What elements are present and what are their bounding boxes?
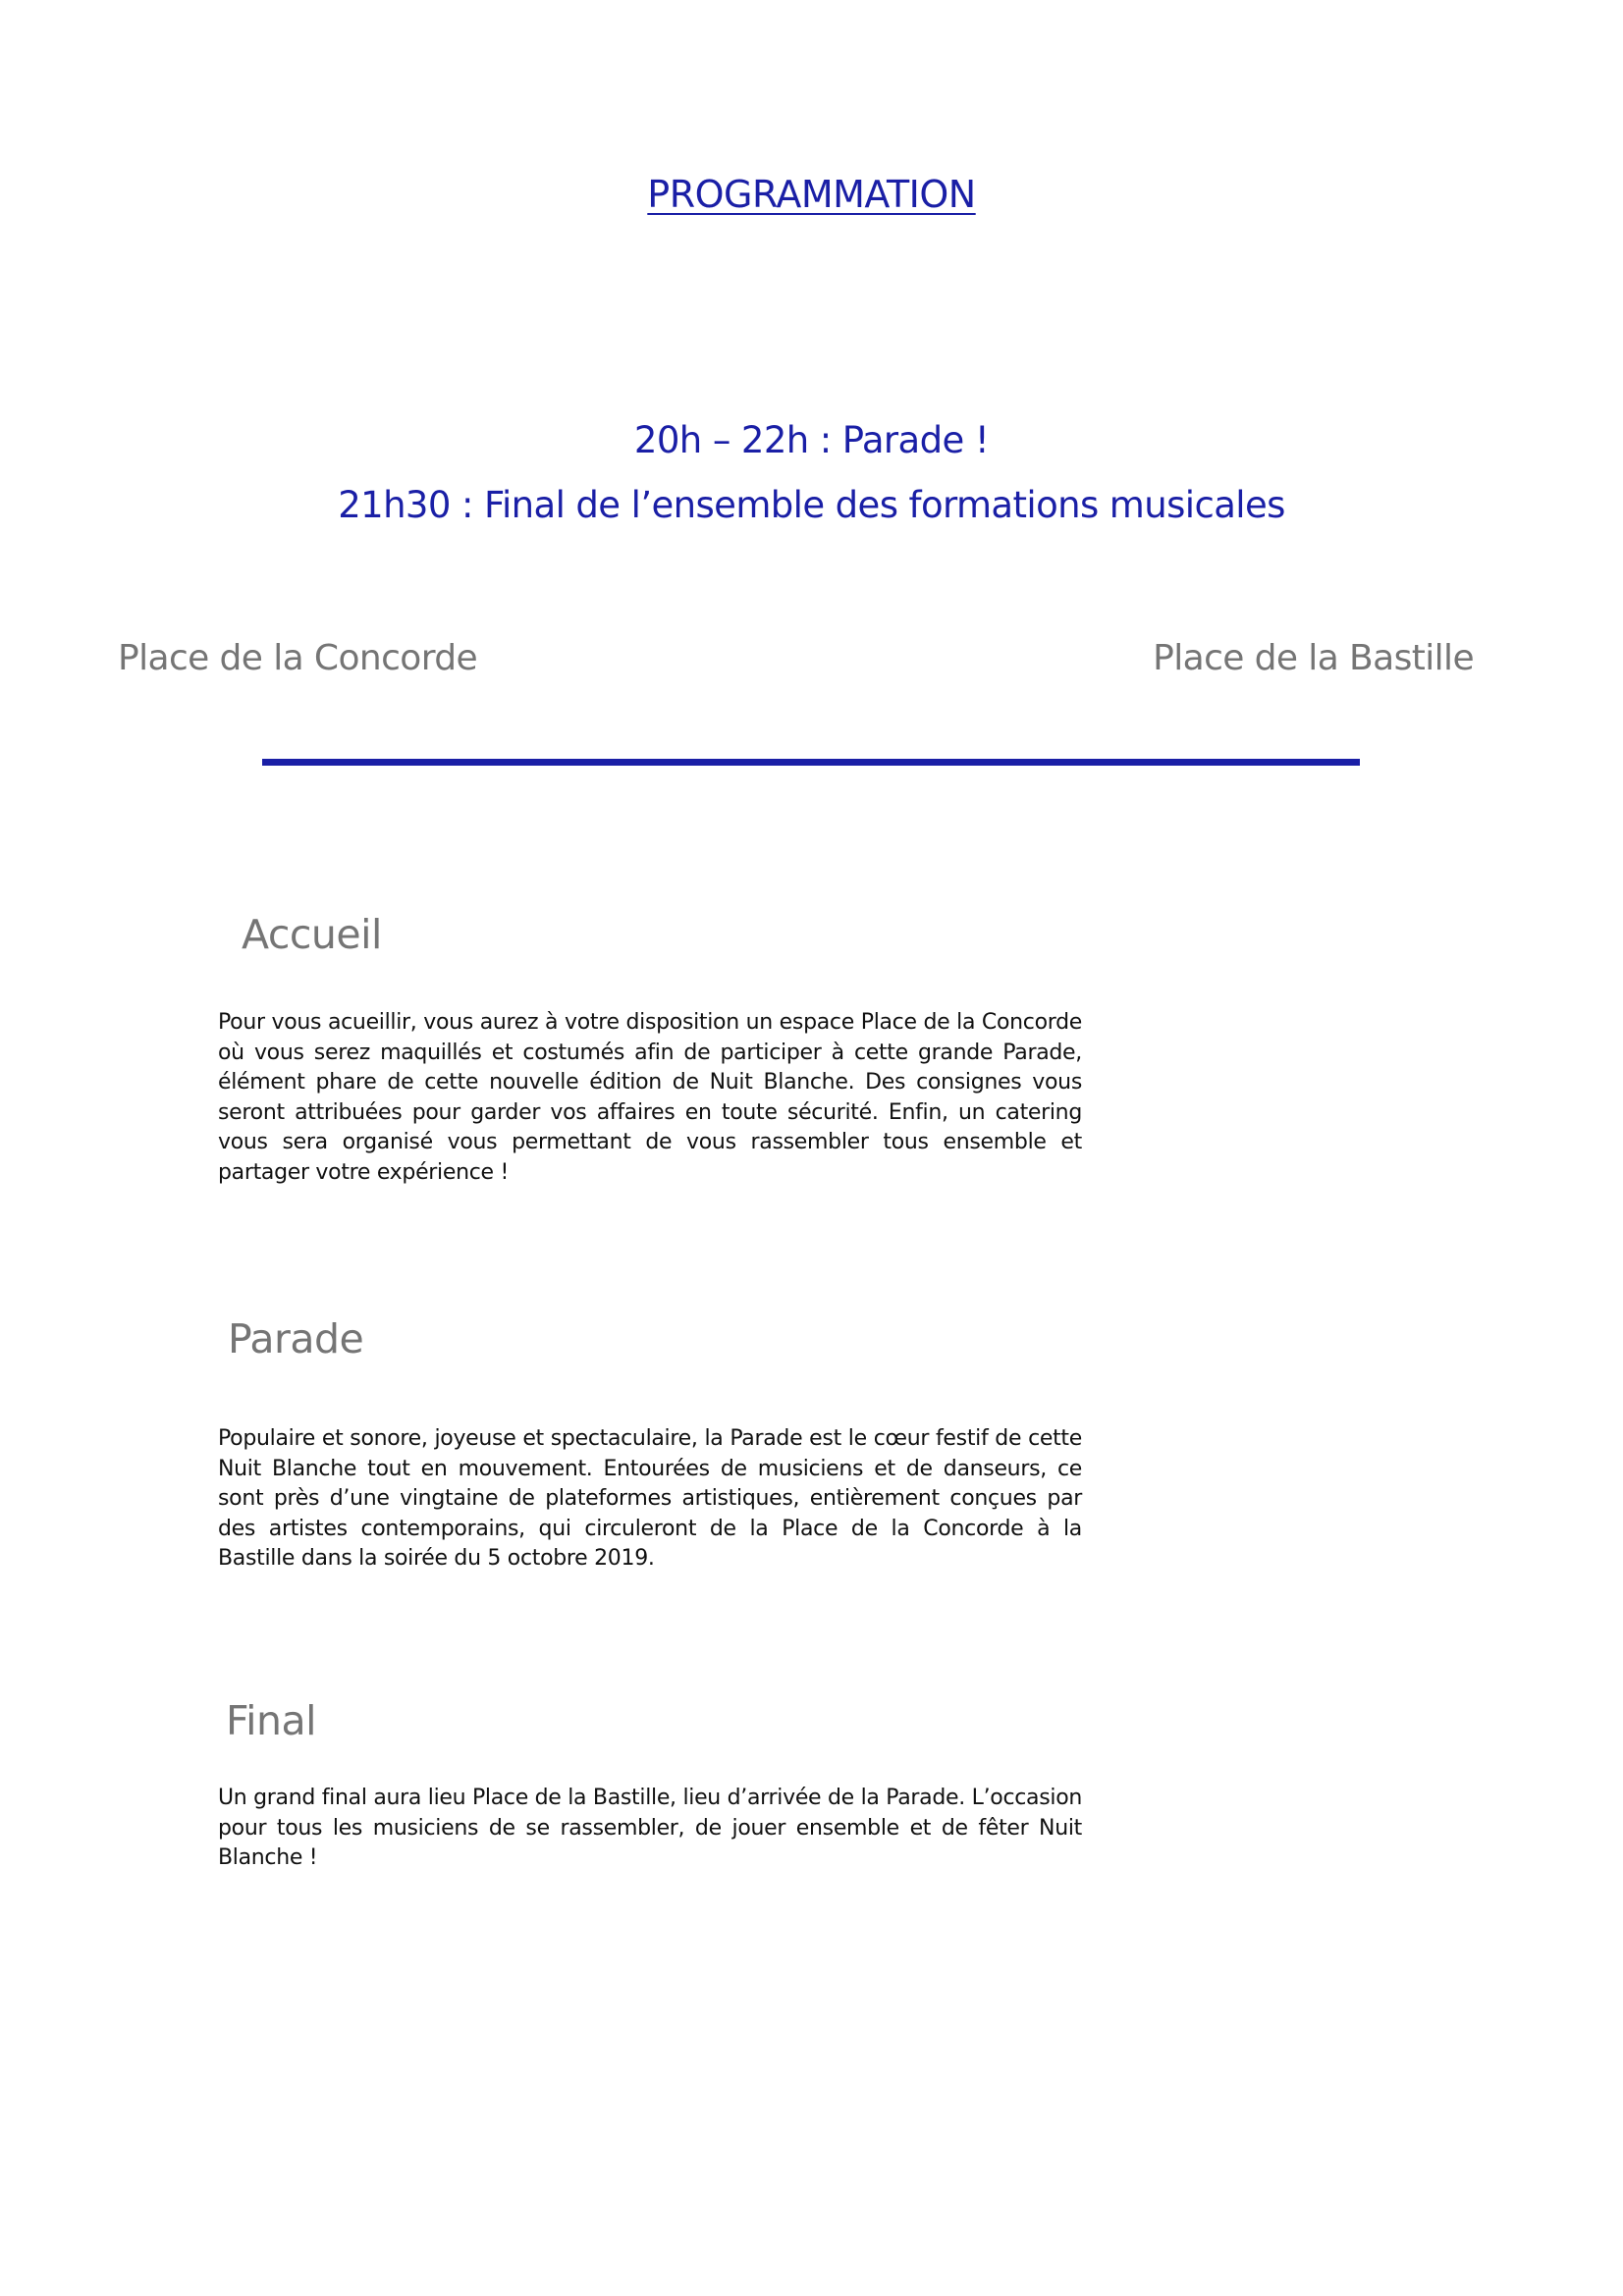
route-divider-line <box>262 759 1360 766</box>
section-body-accueil: Pour vous acueillir, vous aurez à votre disposition un espace Place de la Concorde où vous serez maquillés et costumés afin de participer à cette grande Parade, élément phare de cette nouvelle édition de Nuit Blanche. Des consignes vous seront attribuées pour garder vos affaires en toute sécurité. Enfin, un catering vous sera organisé vous permettant de vous rassembler tous ensemble et partager votre expérience ! <box>218 1010 1082 1185</box>
schedule-final-time: 21h30 : Final de l’ensemble des formations musicales <box>338 484 1285 526</box>
section-body-parade: Populaire et sonore, joyeuse et spectaculaire, la Parade est le cœur festif de cette Nuit Blanche tout en mouvement. Entourées de musiciens et de danseurs, ce sont près d’une vingtaine de plateformes artistiques, entièrement conçues par des artistes contemporains, qui circuleront de la Place de la Concorde à la Bastille dans la soirée du 5 octobre 2019. <box>218 1426 1082 1571</box>
section-heading-parade: Parade <box>228 1315 364 1362</box>
page-title: PROGRAMMATION <box>647 173 976 216</box>
section-heading-final: Final <box>226 1697 316 1744</box>
section-body-final: Un grand final aura lieu Place de la Bastille, lieu d’arrivée de la Parade. L’occasion pour tous les musiciens de se rassembler, de jouer ensemble et de fêter Nuit Blanche ! <box>218 1786 1082 1870</box>
route-start-label: Place de la Concorde <box>118 638 478 678</box>
section-heading-accueil: Accueil <box>242 911 382 958</box>
route-end-label: Place de la Bastille <box>1153 638 1474 678</box>
schedule-parade-time: 20h – 22h : Parade ! <box>633 419 990 461</box>
